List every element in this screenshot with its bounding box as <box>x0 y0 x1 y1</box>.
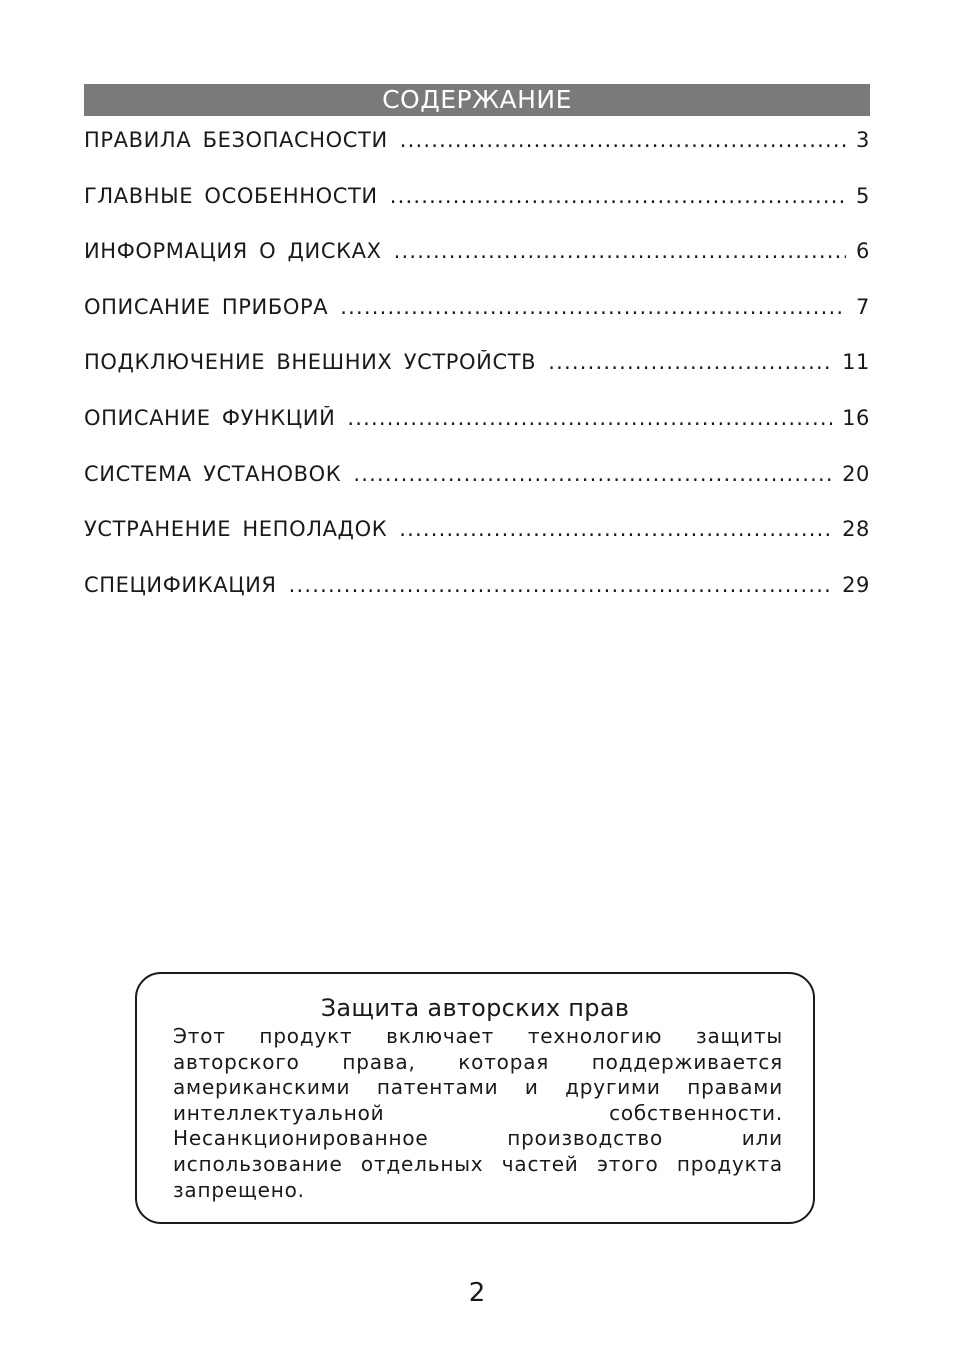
toc-entry-troubleshooting[interactable] <box>84 517 870 573</box>
toc-leader-dots <box>353 462 832 486</box>
toc-entry-device-description[interactable] <box>84 295 870 351</box>
toc-entry-disc-info[interactable] <box>84 239 870 295</box>
toc-entry-title: СПЕЦИФИКАЦИЯ <box>84 572 277 597</box>
toc-entry-page: 6 <box>856 239 870 264</box>
copyright-notice-box <box>135 972 815 1224</box>
toc-entry-page: 3 <box>856 128 870 152</box>
toc-leader-dots <box>394 239 846 263</box>
toc-entry-page: 7 <box>856 294 870 319</box>
toc-leader-dots <box>390 184 846 208</box>
copyright-title: Защита авторских прав <box>320 994 630 1022</box>
toc-leader-dots <box>289 573 832 597</box>
table-of-contents <box>84 128 870 628</box>
toc-entry-title: ПОДКЛЮЧЕНИЕ ВНЕШНИХ УСТРОЙСТВ <box>84 350 537 375</box>
toc-entry-specification[interactable] <box>84 573 870 629</box>
toc-entry-main-features[interactable] <box>84 184 870 240</box>
page-number: 2 <box>468 1278 486 1308</box>
toc-entry-safety-rules[interactable] <box>84 128 870 184</box>
toc-entry-settings-system[interactable] <box>84 462 870 518</box>
toc-entry-title: ОПИСАНИЕ ПРИБОРА <box>84 294 329 319</box>
toc-entry-page: 16 <box>842 405 870 430</box>
toc-entry-title: УСТРАНЕНИЕ НЕПОЛАДОК <box>84 517 388 542</box>
toc-entry-title: ПРАВИЛА БЕЗОПАСНОСТИ <box>84 128 388 152</box>
toc-entry-page: 5 <box>856 183 870 208</box>
toc-leader-dots <box>347 406 832 430</box>
toc-entry-title: СИСТЕМА УСТАНОВОК <box>84 461 342 486</box>
toc-leader-dots <box>399 517 832 541</box>
toc-entry-page: 29 <box>842 572 870 597</box>
toc-entry-functions[interactable] <box>84 406 870 462</box>
copyright-text: Этот продукт включает технологию защиты авторского права, которая поддерживается американскими патентами и другими правами интеллектуальной собственности. Несанкционированное производство или использование отдельных частей этого продукта запрещено. <box>173 1024 783 1202</box>
toc-leader-dots <box>548 350 832 374</box>
toc-entry-page: 28 <box>842 517 870 542</box>
toc-entry-title: ГЛАВНЫЕ ОСОБЕННОСТИ <box>84 183 378 208</box>
toc-leader-dots <box>400 128 846 152</box>
toc-header: СОДЕРЖАНИЕ <box>84 84 870 116</box>
toc-entry-page: 11 <box>842 350 870 375</box>
toc-entry-title: ИНФОРМАЦИЯ О ДИСКАХ <box>84 239 382 264</box>
toc-entry-title: ОПИСАНИЕ ФУНКЦИЙ <box>84 405 336 430</box>
toc-entry-page: 20 <box>842 461 870 486</box>
toc-leader-dots <box>340 295 846 319</box>
toc-entry-external-devices[interactable] <box>84 350 870 406</box>
